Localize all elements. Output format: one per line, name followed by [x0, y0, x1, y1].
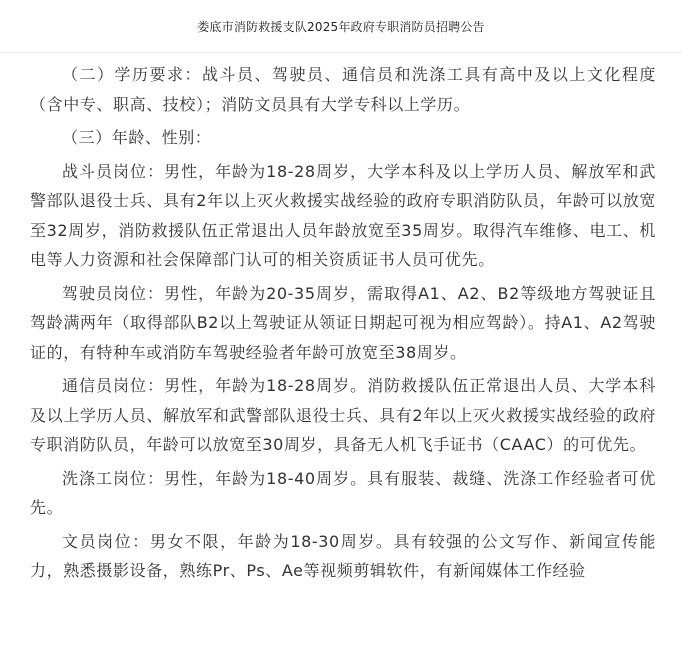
paragraph-age-gender-heading: （三）年龄、性别：: [62, 128, 212, 147]
paragraph-laundry-post: 洗涤工岗位：男性，年龄为18-40周岁。具有服装、裁缝、洗涤工作经验者可优先。: [30, 468, 656, 517]
paragraph-firefighter-post: 战斗员岗位：男性，年龄为18-28周岁，大学本科及以上学历人员、解放军和武警部队退役士兵、具有2年以上灭火救援实战经验的政府专职消防队员，年龄可以放宽至32周岁，消防救援队伍正常退出人员年龄放宽至35周岁。取得汽车维修、电工、机电等人力资源和社会保障部门认可的相关资质证书人员可优先。: [30, 161, 656, 269]
page-title: 娄底市消防救援支队2025年政府专职消防员招聘公告: [197, 20, 485, 34]
paragraph-driver-post: 驾驶员岗位：男性，年龄为20-35周岁，需取得A1、A2、B2等级地方驾驶证且驾龄满两年（取得部队B2以上驾驶证从领证日期起可视为相应驾龄）。持A1、A2驾驶证的，有特种车或消防车驾驶经验者年龄可放宽至38周岁。: [30, 283, 656, 362]
article-body: [30, 60, 656, 672]
paragraph-clerk-post: 文员岗位：男女不限，年龄为18-30周岁。具有较强的公文写作、新闻宣传能力，熟悉摄影设备，熟练Pr、Ps、Ae等视频剪辑软件，有新闻媒体工作经验: [30, 531, 656, 580]
paragraph-education-requirements: （二）学历要求：战斗员、驾驶员、通信员和洗涤工具有高中及以上文化程度（含中专、职高、技校）；消防文员具有大学专科以上学历。: [30, 65, 656, 114]
paragraph-communicator-post: 通信员岗位：男性，年龄为18-28周岁。消防救援队伍正常退出人员、大学本科及以上学历人员、解放军和武警部队退役士兵、具有2年以上灭火救援实战经验的政府专职消防队员，年龄可以放宽至30周岁，具备无人机飞手证书（CAAC）的可优先。: [30, 376, 656, 454]
article-header: [0, 0, 682, 53]
